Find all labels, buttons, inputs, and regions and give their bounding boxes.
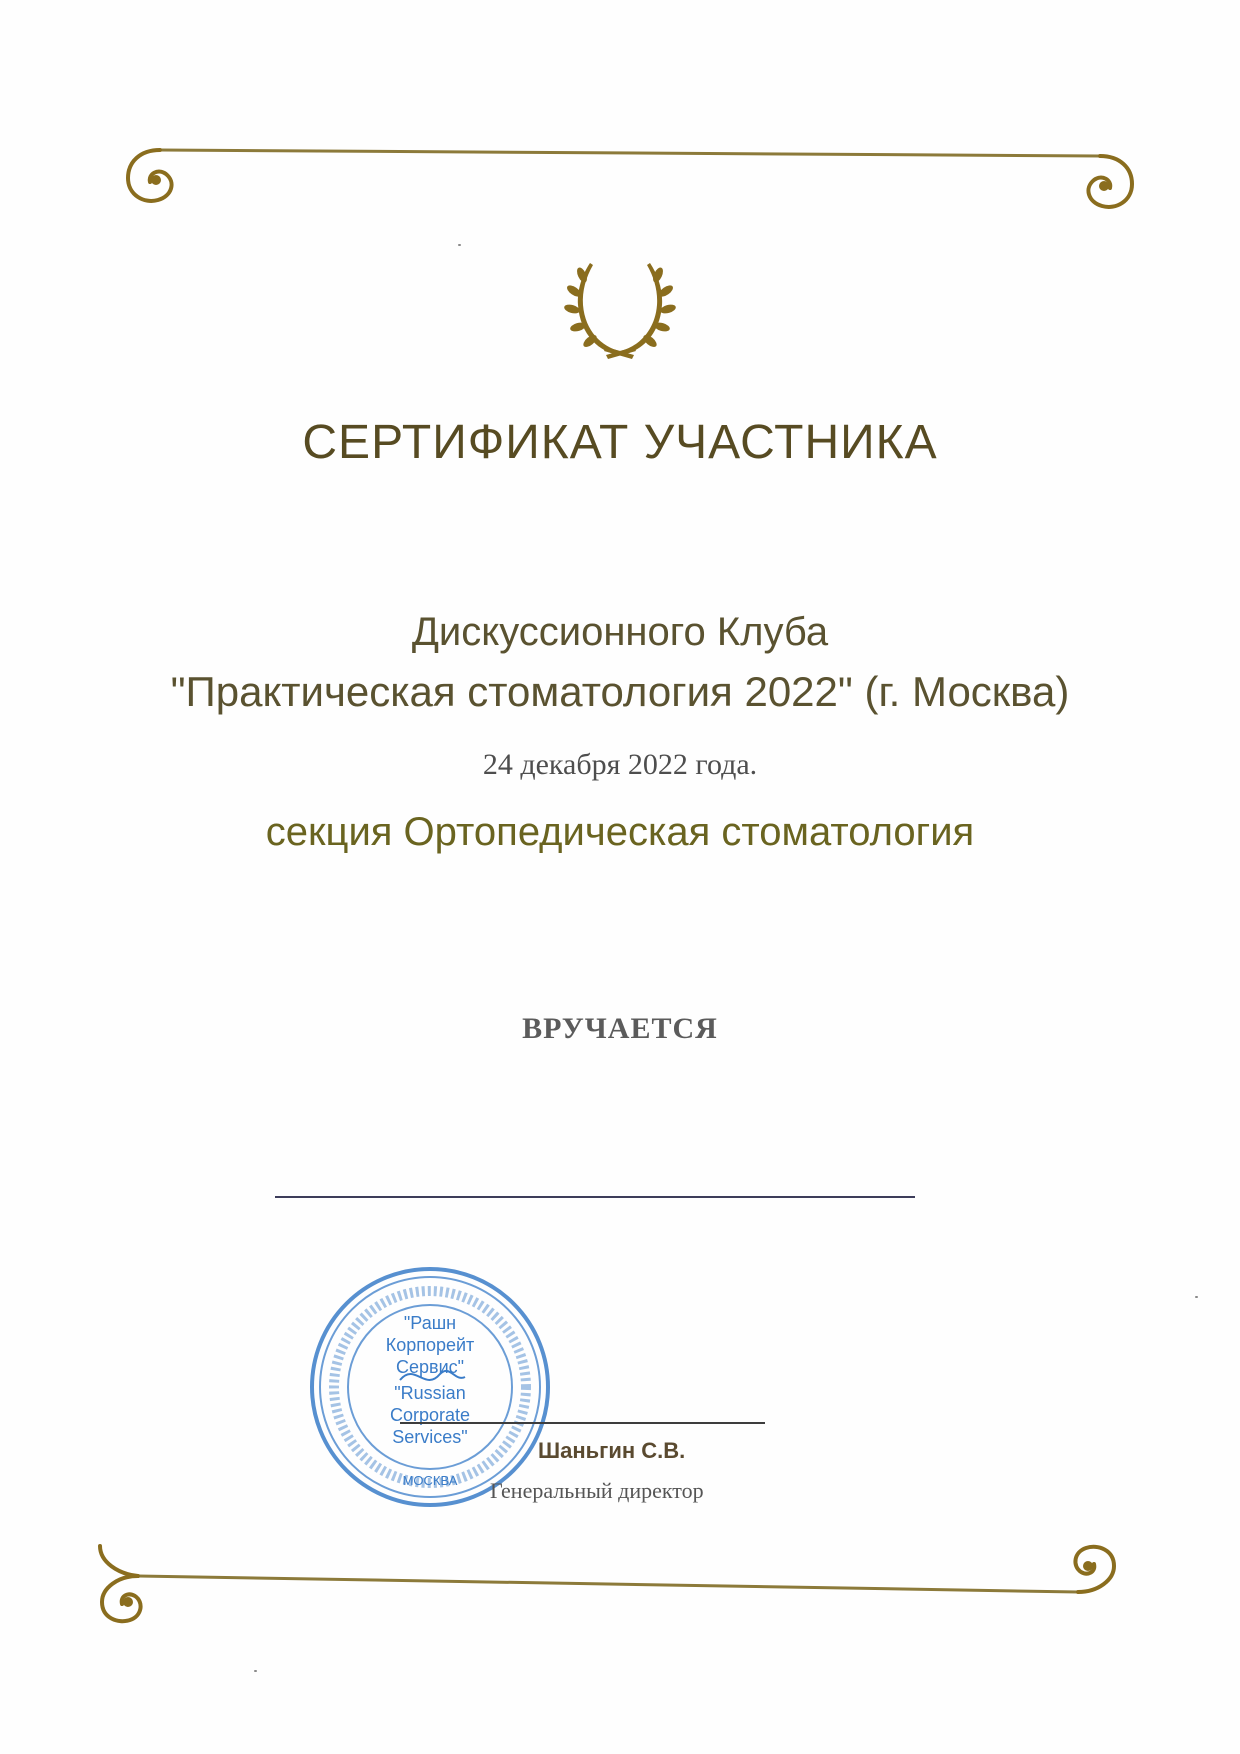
top-ornament-border xyxy=(120,140,1140,220)
stamp-line-4: "Russian xyxy=(394,1383,466,1403)
section-name: секция Ортопедическая стоматология xyxy=(265,810,975,854)
awarded-label: ВРУЧАЕТСЯ xyxy=(522,1012,718,1045)
stamp-ring-city: МОСКВА xyxy=(402,1473,458,1488)
scan-speck xyxy=(458,244,461,246)
scroll-curl-icon xyxy=(100,1546,141,1621)
recipient-name-line xyxy=(275,1196,915,1198)
scroll-curl-icon xyxy=(1088,156,1132,207)
stamp-line-5: Corporate xyxy=(389,1405,471,1425)
stamp-line-2: Корпорейт xyxy=(385,1335,475,1355)
club-name-line2: "Практическая стоматология 2022" (г. Москва) xyxy=(170,668,1070,715)
laurel-wreath-icon xyxy=(560,255,680,365)
signature-line xyxy=(400,1422,765,1424)
stamp-line-3: Сервис" xyxy=(395,1357,465,1377)
signer-name: Шаньгин С.В. xyxy=(538,1438,686,1463)
event-date: 24 декабря 2022 года. xyxy=(482,748,758,781)
club-name-line1: Дискуссионного Клуба xyxy=(411,610,829,654)
signer-role: Генеральный директор xyxy=(490,1478,704,1503)
scroll-curl-icon xyxy=(1075,1547,1114,1592)
scan-speck xyxy=(1195,1296,1198,1298)
scroll-curl-icon xyxy=(128,150,172,201)
stamp-line-1: "Рашн xyxy=(403,1313,457,1333)
bottom-ornament-border xyxy=(90,1540,1130,1630)
scan-speck xyxy=(254,1670,257,1672)
stamp-line-6: Services" xyxy=(392,1427,468,1447)
certificate-title: СЕРТИФИКАТ УЧАСТНИКА xyxy=(302,416,938,469)
company-stamp xyxy=(305,1262,555,1512)
